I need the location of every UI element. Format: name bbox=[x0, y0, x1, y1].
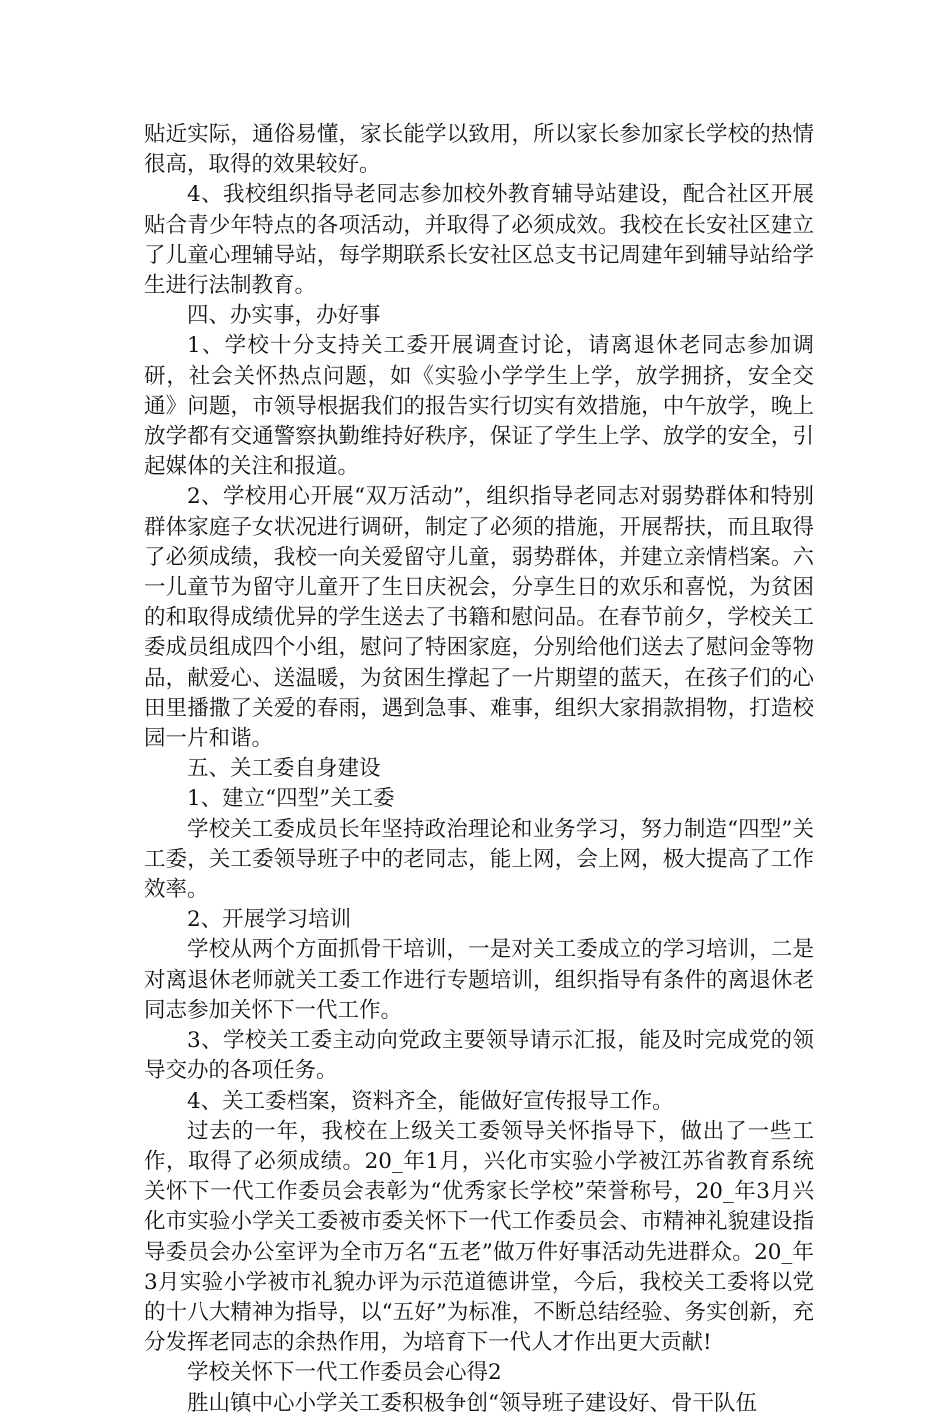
paragraph-item-1-research: 1、学校十分支持关工委开展调查讨论，请离退休老同志参加调研，社会关怀热点问题，如《实验小学学生上学，放学拥挤，安全交通》问题，市领导根据我们的报告实行切实有效措施，中午放学，晚上放学都有交通警察执勤维持好秩序，保证了学生上学、放学的安全，引起媒体的关注和报道。 bbox=[144, 333, 814, 480]
paragraph-intro-part-2: 胜山镇中心小学关工委积极争创“领导班子建设好、骨干队伍 bbox=[187, 1390, 757, 1416]
paragraph-item-4-outreach: 4、我校组织指导老同志参加校外教育辅导站建设，配合社区开展贴合青少年特点的各项活动，并取得了必须成效。我校在长安社区建立了儿童心理辅导站，每学期联系长安社区总支书记周建年到辅导站给学生进行法制教育。 bbox=[144, 182, 814, 299]
paragraph-training: 学校从两个方面抓骨干培训，一是对关工委成立的学习培训，二是对离退休老师就关工委工作进行专题培训，组织指导有条件的离退休老同志参加关怀下一代工作。 bbox=[144, 937, 814, 1023]
paragraph-item-2-activities: 2、学校用心开展“双万活动”，组织指导老同志对弱势群体和特别群体家庭子女状况进行调研，制定了必须的措施，开展帮扶，而且取得了必须成绩，我校一向关爱留守儿童，弱势群体，并建立亲情档案。六一儿童节为留守儿童开了生日庆祝会，分享生日的欢乐和喜悦，为贫困的和取得成绩优异的学生送去了书籍和慰问品。在春节前夕，学校关工委成员组成四个小组，慰问了特困家庭，分别给他们送去了慰问金等物品，献爱心、送温暖，为贫困生撑起了一片期望的蓝天，在孩子们的心田里播撒了关爱的春雨，遇到急事、难事，组织大家捐款捐物，打造校园一片和谐。 bbox=[144, 484, 814, 752]
paragraph-item-3-report: 3、学校关工委主动向党政主要领导请示汇报，能及时完成党的领导交办的各项任务。 bbox=[144, 1028, 814, 1084]
section-heading-4: 四、办实事，办好事 bbox=[187, 303, 381, 329]
paragraph-item-4-archives: 4、关工委档案，资料齐全，能做好宣传报导工作。 bbox=[187, 1088, 674, 1114]
paragraph-summary: 过去的一年，我校在上级关工委领导关怀指导下，做出了一些工作，取得了必须成绩。20_年1月，兴化市实验小学被江苏省教育系统关怀下一代工作委员会表彰为“优秀家长学校”荣誉称号，20_年3月兴化市实验小学关工委被市委关怀下一代工作委员会、市精神礼貌建设指导委员会办公室评为全市万名“五老”做万件好事活动先进群众。20_年3月实验小学被市礼貌办评为示范道德讲堂，今后，我校关工委将以党的十八大精神为指导，以“五好”为标准，不断总结经验、务实创新，充分发挥老同志的余热作用，为培育下一代人才作出更大贡献! bbox=[144, 1118, 814, 1356]
section-title-part-2: 学校关怀下一代工作委员会心得2 bbox=[187, 1360, 502, 1386]
subheading-1: 1、建立“四型”关工委 bbox=[187, 786, 395, 812]
paragraph-four-types: 学校关工委成员长年坚持政治理论和业务学习，努力制造“四型”关工委，关工委领导班子中的老同志，能上网，会上网，极大提高了工作效率。 bbox=[144, 816, 814, 903]
subheading-2: 2、开展学习培训 bbox=[187, 907, 352, 933]
section-heading-5: 五、关工委自身建设 bbox=[187, 756, 381, 782]
document-page bbox=[144, 120, 814, 1419]
paragraph-continuation: 贴近实际，通俗易懂，家长能学以致用，所以家长参加家长学校的热情很高，取得的效果较好。 bbox=[144, 122, 814, 178]
